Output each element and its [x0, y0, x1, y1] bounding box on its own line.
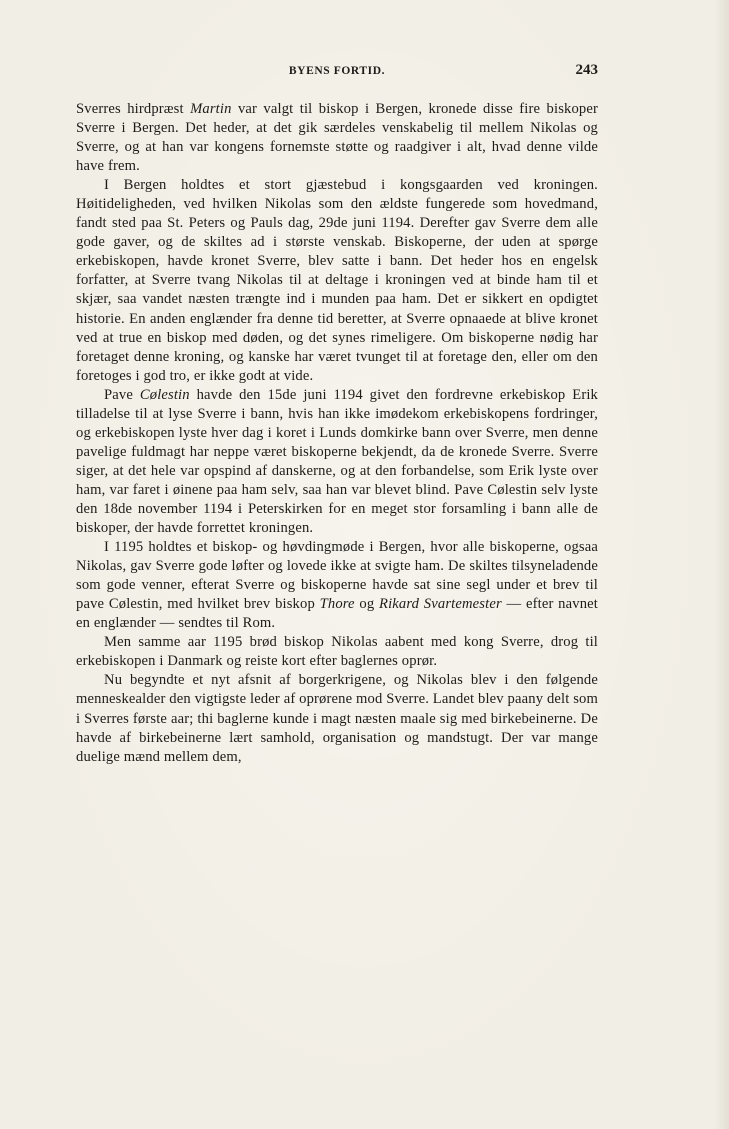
page-number: 243: [575, 62, 598, 78]
paragraph: [76, 100, 598, 176]
italic-name: Martin: [190, 101, 232, 117]
paragraph: [76, 176, 598, 386]
text-run: Nu begyndte et nyt afsnit af borgerkrigene, og Nikolas blev i den følgende menneskealder den vigtigste leder af oprørene mod Sverre. Landet blev paany delt som i Sverres første aar; thi baglerne kunde i magt næsten maale sig med birkebeinerne. De havde af birkebeinerne lært samhold, organisation og mandstugt. Der var mange duelige mænd mellem dem,: [76, 672, 598, 765]
text-run: Men samme aar 1195 brød biskop Nikolas aabent med kong Sverre, drog til erkebiskopen i Danmark og reiste kort efter baglernes oprør.: [76, 634, 598, 670]
paragraph: [76, 386, 598, 538]
text-run: Pave: [104, 386, 140, 403]
text-run: — efter navnet en englænder — sendtes til Rom.: [76, 596, 598, 632]
running-head: BYENS FORTID.: [288, 65, 386, 77]
italic-name: Thore: [319, 596, 355, 613]
text-run: havde den 15de juni 1194 givet den fordrevne erkebiskop Erik tilladelse til at lyse Sverre i bann, hvis han ikke imødekom erkebiskopens fordringer, og erkebiskopen lyste hver dag i koret i Lunds domkirke bann over Sverre, men denne pavelige fuldmagt har neppe været biskoperne bekjendt, da de kronede Sverre. Sverre siger, at det hele var opspind af danskerne, og at den forbandelse, som Erik lyste over ham, var faret i øinene paa ham selv, saa han var blevet blind. Pave Cølestin selv lyste den 18de november 1194 i Peterskirken for en meget stor forsamling i bann alle de biskoper, der havde forrettet kroningen.: [76, 386, 598, 537]
page-header: [76, 62, 598, 84]
italic-name: Cølestin: [139, 386, 190, 403]
text-run: var valgt til biskop i Bergen, kronede disse fire biskoper Sverre i Bergen. Det heder, at det gik særdeles venskabelig til mellem Nikolas og Sverre, og at han var kongens fornemste støtte og raadgiver i alt, hvad denne vilde have frem.: [76, 101, 598, 175]
page-edge-shadow: [715, 0, 729, 1129]
text-run: Sverres hirdpræst: [76, 101, 191, 117]
paragraph: [76, 671, 598, 766]
text-run: I Bergen holdtes et stort gjæstebud i kongsgaarden ved kroningen. Høitideligheden, ved hvilken Nikolas som den ældste fungerede som hovedmand, fandt sted paa St. Peters og Pauls dag, 29de juni 1194. Derefter gav Sverre dem alle gode gaver, og de skiltes ad i største venskab. Biskoperne, der uden at spørge erkebiskopen, havde kronet Sverre, blev satte i bann. Det heder hos en engelsk forfatter, at Sverre tvang Nikolas til at deltage i kroningen ved at binde ham til et skjær, saa vandet næsten trængte ind i munden paa ham. Det er sikkert en opdigtet historie. En anden englænder fra denne tid beretter, at Sverre opnaaede at blive kronet ved at true en biskop med døden, og det synes rimeligere. Om biskoperne nødig har foretaget denne kroning, og kanske har været tvunget til at foretage den, eller om den foretoges i god tro, er ikke godt at vide.: [76, 177, 598, 384]
paragraph: [76, 633, 598, 671]
italic-name: Rikard Svartemester: [379, 596, 502, 613]
text-run: og: [354, 596, 380, 613]
body-text: [76, 100, 598, 767]
text-run: I 1195 holdtes et biskop- og høvdingmøde i Bergen, hvor alle biskoperne, ogsaa Nikolas, gav Sverre gode løfter og lovede ikke at svigte ham. De skiltes tilsyneladende som gode venner, efterat Sverre og biskoperne havde sat sine segl under et brev til pave Cølestin, med hvilket brev biskop: [76, 539, 598, 613]
paragraph: [76, 538, 598, 633]
